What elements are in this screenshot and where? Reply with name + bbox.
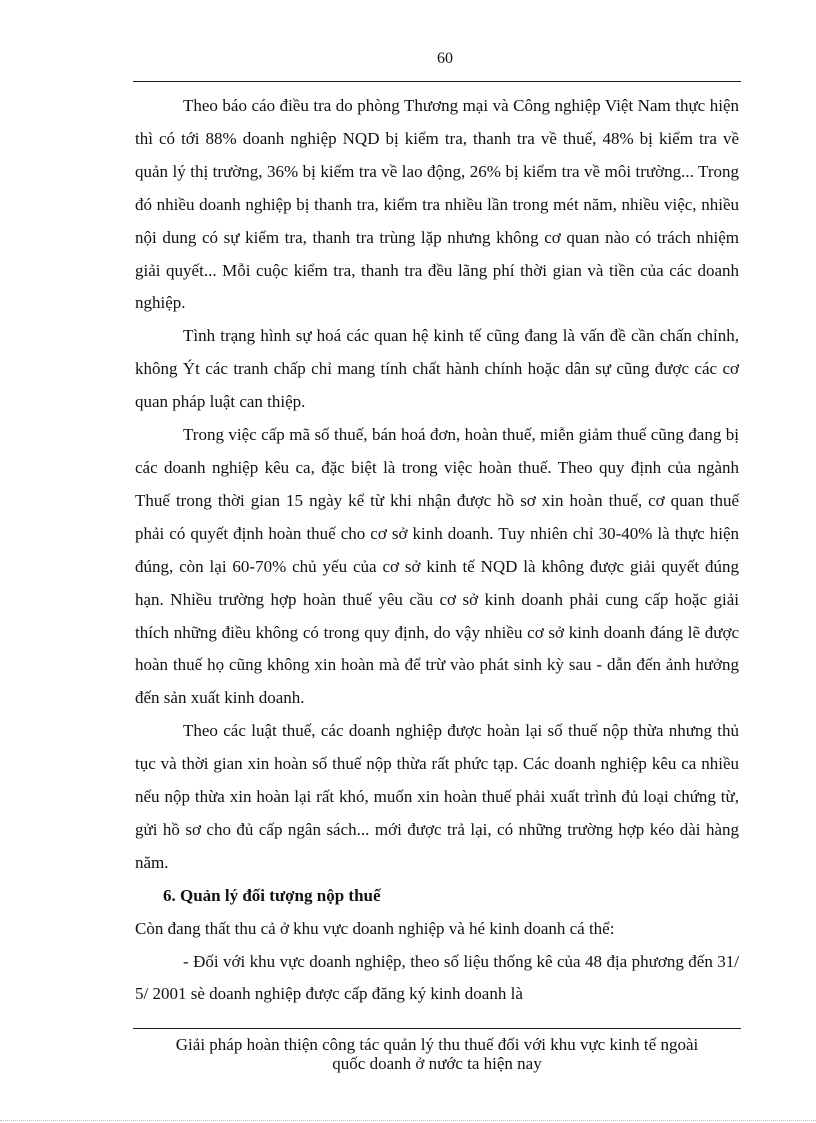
document-body [135,90,739,1011]
paragraph-criminalization: Tình trạng hình sự hoá các quan hệ kinh tế cũng đang là vấn đề cần chấn chỉnh, không Ýt các tranh chấp chỉ mang tính chất hành chính hoặc dân sự cũng được các cơ quan pháp luật can thiệp. [135,326,739,412]
page-number: 60 [437,50,453,67]
footer [133,1035,741,1073]
paragraph-inspection-survey: Theo báo cáo điều tra do phòng Thương mại và Công nghiệp Việt Nam thực hiện thì có tới 88% doanh nghiệp NQD bị kiểm tra, thanh tra về thuế, 48% bị kiểm tra về quản lý thị trường, 36% bị kiểm tra về lao động, 26% bị kiểm tra về môi trường... Trong đó nhiều doanh nghiệp bị thanh tra, kiểm tra nhiều lần trong mét năm, nhiều việc, nhiều nội dung có sự kiểm tra, thanh tra trùng lặp nhưng không cơ quan nào có trách nhiệm giải quyết... Mỗi cuộc kiểm tra, thanh tra đều lãng phí thời gian và tiền của các doanh nghiệp. [135,96,739,313]
footer-line-1: Giải pháp hoàn thiện công tác quản lý thu thuế đối với khu vực kinh tế ngoài [175,1035,699,1054]
page-edge-dotted [0,1120,816,1121]
footer-line-2: quốc doanh ở nước ta hiện nay [332,1054,542,1073]
header-rule [133,81,741,82]
section-heading: 6. Quản lý đối tượng nộp thuế [163,885,381,905]
dash-item: - Đối với khu vực doanh nghiệp, theo số liệu thống kê của 48 địa phương đến 31/ 5/ 2001 sè doanh nghiệp được cấp đăng ký kinh doanh là [135,951,739,1004]
intro-line: Còn đang thất thu cả ở khu vực doanh nghiệp và hé kinh doanh cá thể: [135,918,615,938]
paragraph-overpaid-tax: Theo các luật thuế, các doanh nghiệp được hoàn lại số thuế nộp thừa nhưng thủ tục và thời gian xin hoàn số thuế nộp thừa rất phức tạp. Các doanh nghiệp kêu ca nhiều nếu nộp thừa xin hoàn lại rất khó, muốn xin hoàn thuế phải xuất trình đủ loại chứng từ, gửi hồ sơ cho đủ cấp ngân sách... mới được trả lại, có những trường hợp kéo dài hàng năm. [135,721,739,872]
footer-rule [133,1028,741,1029]
paragraph-tax-refund: Trong việc cấp mã số thuế, bán hoá đơn, hoàn thuế, miễn giảm thuế cũng đang bị các doanh nghiệp kêu ca, đặc biệt là trong việc hoàn thuế. Theo quy định của ngành Thuế trong thời gian 15 ngày kể từ khi nhận được hồ sơ xin hoàn thuế, cơ quan thuế phải có quyết định hoàn thuế cho cơ sở kinh doanh. Tuy nhiên chỉ 30-40% là thực hiện đúng, còn lại 60-70% chủ yếu của cơ sở kinh tế NQD là không được giải quyết đúng hạn. Nhiều trường hợp hoàn thuế yêu cầu cơ sở kinh doanh phải cung cấp hoặc giải thích những điều không có trong quy định, do vậy nhiều cơ sở kinh doanh đáng lẽ được hoàn thuế họ cũng không xin hoàn mà để trừ vào phát sinh kỳ sau - dẫn đến ảnh hưởng đến sản xuất kinh doanh. [135,425,739,708]
